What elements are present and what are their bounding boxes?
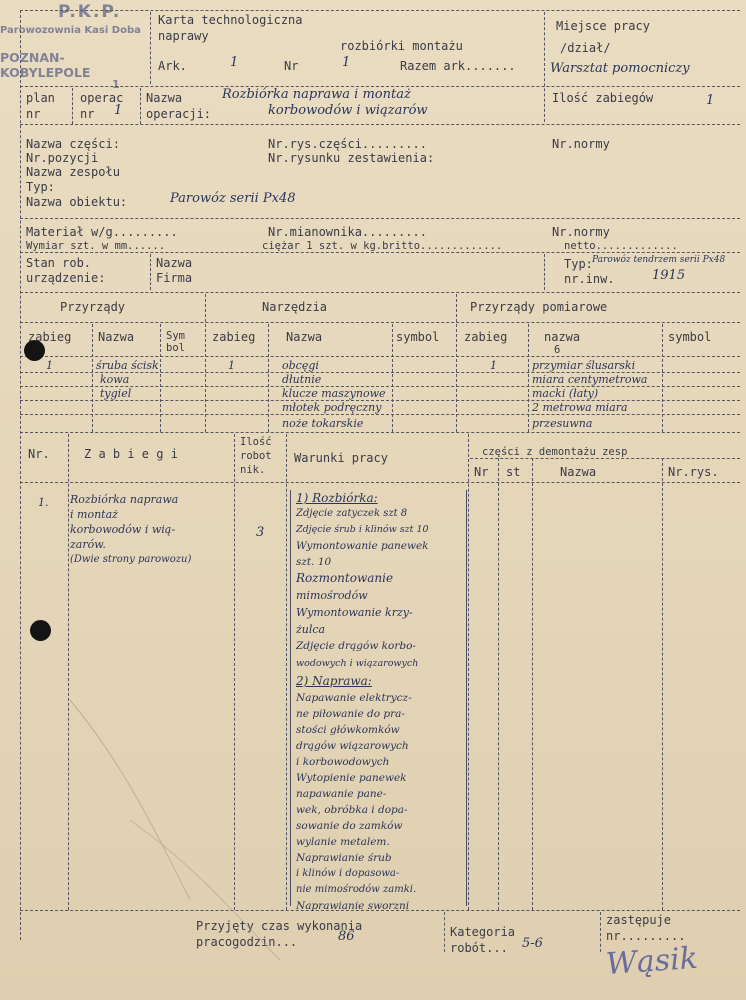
rule-plan-sep1 (72, 88, 73, 124)
rule-tools-group2 (456, 294, 457, 432)
n-item-4: noże tokarskie (282, 417, 364, 430)
nr-inw-value: 1915 (652, 268, 686, 283)
nazwa-obiektu-label: Nazwa obiektu: (26, 195, 128, 209)
plan-label: plan (26, 91, 55, 105)
firma-label: Firma (156, 271, 193, 285)
operac-nr: 1 (114, 103, 123, 118)
condition-line: Zdjęcie śrub i klinów szt 10 (296, 524, 429, 535)
p-bol-head: bol (166, 342, 185, 354)
col-nazwa-head: Nazwa (560, 465, 597, 479)
rule-header-sep2 (544, 12, 545, 122)
razem-label: Razem ark....... (400, 59, 516, 73)
condition-line: żulca (296, 623, 326, 636)
nazwa-zespolu-label: Nazwa zespołu (26, 165, 120, 179)
row-nr: 1. (38, 496, 49, 509)
pracogodzin-value: 86 (338, 929, 355, 944)
condition-line: Zdjęcie drągów korbo- (296, 640, 416, 652)
nr-mianownika-label: Nr.mianownika......... (268, 225, 427, 239)
condition-line: drągów wiązarowych (296, 740, 409, 752)
operacja-line1: Rozbiórka naprawa i montaż (222, 87, 411, 102)
operac-nr-label: nr (80, 107, 95, 121)
ark-label: Ark. (158, 59, 187, 73)
row-description-line: i montaż (70, 508, 118, 521)
p-zabieg-value: 1 (46, 359, 53, 372)
stamp-line-city: POZNAN-KOBYLEPOLE (0, 50, 91, 80)
pomiarowe-header: Przyrządy pomiarowe (470, 300, 608, 314)
typ-label: Typ: (26, 180, 55, 194)
nazwa-operacji-label: Nazwa (146, 91, 183, 105)
nr-normy-label: Nr.normy (552, 137, 610, 151)
condition-line: 2) Naprawa: (296, 674, 372, 688)
kategoria-label: Kategoria (450, 925, 516, 939)
ciezar-label: ciężar 1 szt. w kg.britto............. (262, 240, 503, 252)
rule-top (20, 10, 740, 11)
condition-line: wylanie metalem. (296, 836, 390, 848)
signature: Wąsik (604, 940, 699, 983)
wymiar-label: Wymiar szt. w mm...... (26, 240, 166, 252)
condition-line: wodowych i wiązarowych (296, 658, 419, 669)
rule-table-c7 (662, 458, 663, 910)
col-czesci-head: części z demontażu zesp (482, 446, 628, 458)
nr-inw-label: nr.inw. (564, 272, 615, 286)
rule-plan-bottom (20, 124, 740, 125)
p-item-0: śruba ścisk (96, 359, 159, 372)
przyrzady-header: Przyrządy (60, 300, 126, 314)
dzial-label: /dział/ (560, 41, 611, 55)
condition-line: wek, obróbka i dopa- (296, 804, 408, 816)
col-ilosc-head: Ilość (240, 436, 272, 448)
card-title: Karta technologiczna (158, 13, 303, 27)
rule-table-head (20, 482, 740, 483)
rule-stan-sep1 (150, 254, 151, 290)
rule-header-sep1 (150, 12, 151, 84)
condition-line: Naprawianie sworzni (296, 900, 410, 912)
m-symbol-head: symbol (668, 330, 712, 344)
condition-line: sowanie do zamków (296, 820, 403, 832)
condition-line: Rozmontowanie (296, 571, 394, 585)
condition-line: Naprawianie śrub (296, 852, 392, 864)
sheet-number: 1 (230, 55, 239, 70)
zastepuje-label: zastępuje (606, 913, 672, 927)
naprawy-label: naprawy (158, 29, 209, 43)
rule-tools-bottom (20, 432, 740, 433)
rule-table-c3 (286, 434, 287, 910)
row-description-line: (Dwie strony parowozu) (70, 554, 192, 565)
m-nazwa-head: nazwa (544, 330, 581, 344)
col-st-head: st (506, 465, 521, 479)
nr-rys-czesci-label: Nr.rys.części......... (268, 137, 427, 151)
condition-line: Wymontowanie panewek (296, 540, 429, 552)
zabiegi-label: Ilość zabiegów (552, 91, 654, 105)
condition-line: Wytopienie panewek (296, 772, 407, 784)
condition-line: napawanie pane- (296, 788, 387, 800)
typ2-label: Typ: (564, 257, 593, 271)
punch-hole-bottom (30, 620, 51, 641)
miejsce-value: Warsztat pomocniczy (550, 61, 690, 76)
p-zabieg-head: zabieg (28, 330, 72, 344)
rule-table-c5 (498, 458, 499, 910)
rule-tools-c4 (392, 324, 393, 432)
col-nik-head: nik. (240, 464, 266, 476)
m-num-head: 6 (554, 344, 561, 356)
col-robot-head: robot (240, 450, 272, 462)
nr-value: 1 (342, 55, 351, 70)
n-symbol-head: symbol (396, 330, 440, 344)
kategoria-value: 5-6 (522, 936, 543, 951)
condition-line: i klinów i dopasowa- (296, 868, 400, 879)
pracogodzin-label: pracogodzin... (196, 935, 298, 949)
plan-nr-label: nr (26, 107, 41, 121)
condition-line: ne piłowanie do pra- (296, 708, 405, 720)
przyjety-label: Przyjęty czas wykonania (196, 919, 363, 933)
row-description-line: Rozbiórka naprawa (70, 493, 179, 506)
col-warunki-head: Warunki pracy (294, 451, 388, 465)
nr-label: Nr (284, 59, 299, 73)
p-sym-head: Sym (166, 330, 185, 342)
rule-tools-head (20, 322, 740, 323)
p-item-2: tygiel (100, 387, 132, 400)
condition-line: nie mimośrodów zamki. (296, 884, 417, 895)
n-item-3: młotek podręczny (282, 401, 382, 414)
railway-stamp (0, 0, 150, 95)
material-label: Materiał w/g......... (26, 225, 178, 239)
condition-line: mimośrodów (296, 589, 368, 602)
robot-label: robót... (450, 941, 508, 955)
narzedzia-header: Narzędzia (262, 300, 328, 314)
m-item-1: miara centymetrowa (532, 373, 648, 386)
col-nrrys-head: Nr.rys. (668, 465, 719, 479)
m-zabieg-head: zabieg (464, 330, 508, 344)
rule-plan-sep2 (140, 88, 141, 124)
col-nr2-head: Nr (474, 465, 489, 479)
stan-nazwa-label: Nazwa (156, 256, 193, 270)
operac-label: operac (80, 91, 124, 105)
typ2-value: Parowóz tendrzem serii Px48 (592, 255, 726, 265)
material-nr-normy-label: Nr.normy (552, 225, 610, 239)
rule-tools-c5 (528, 324, 529, 432)
condition-line: szt. 10 (296, 556, 332, 568)
rule-left-edge (20, 10, 21, 940)
n-zabieg-value: 1 (228, 359, 235, 372)
rule-tools-r4 (20, 414, 740, 415)
condition-line: 1) Rozbiórka: (296, 491, 378, 505)
m-zabieg-value: 1 (490, 359, 497, 372)
rule-czesc-bottom (20, 218, 740, 219)
nr-pozycji-label: Nr.pozycji (26, 151, 99, 165)
n-item-1: dłutnie (282, 373, 322, 386)
rule-tools-c1 (92, 324, 93, 432)
condition-line: Zdjęcie zatyczek szt 8 (296, 508, 408, 519)
rule-tools-sub (20, 356, 740, 357)
operacja-line2: korbowodów i wiązarów (268, 103, 428, 118)
rule-table-c1 (68, 434, 69, 910)
stan-rob-label: Stan rob. (26, 256, 92, 270)
rule-tools-c3 (268, 324, 269, 432)
p-item-1: kowa (100, 373, 130, 386)
rule-table-c6 (532, 458, 533, 910)
n-zabieg-head: zabieg (212, 330, 256, 344)
operacji-label: operacji: (146, 107, 212, 121)
urzadzenie-label: urządzenie: (26, 271, 106, 285)
netto-label: netto............. (564, 240, 678, 252)
obiekt-value: Parowóz serii Px48 (170, 191, 296, 206)
p-nazwa-head: Nazwa (98, 330, 135, 344)
n-item-2: klucze maszynowe (282, 387, 386, 400)
condition-line: Napawanie elektrycz- (296, 692, 412, 704)
row-description (70, 492, 235, 567)
zastepuje-nr-label: nr......... (606, 929, 686, 943)
row-conditions (296, 490, 468, 914)
nazwa-czesci-label: Nazwa części: (26, 137, 120, 151)
rozbiorki-montazu-label: rozbiórki montażu (340, 39, 463, 53)
m-item-4: przesuwna (532, 417, 593, 430)
rule-stan-sep2 (544, 254, 545, 290)
condition-line: stości główkomków (296, 724, 400, 736)
row-ilosc: 3 (256, 525, 265, 540)
miejsce-label: Miejsce pracy (556, 19, 650, 33)
stamp-line-depot: Parowozownia Kasi Doba (0, 25, 141, 36)
m-item-0: przymiar ślusarski (532, 359, 636, 372)
condition-line: Wymontowanie krzy- (296, 606, 413, 619)
rule-footer-sep2 (600, 912, 601, 952)
condition-line: i korbowodowych (296, 756, 390, 768)
rule-table-c4 (468, 434, 469, 910)
zabiegi-count: 1 (706, 93, 715, 108)
stamp-line-pkp: P.K.P. (58, 2, 122, 22)
hand-border-left (290, 490, 291, 906)
rule-tools-c6 (662, 324, 663, 432)
m-item-2: macki (łaty) (532, 387, 599, 400)
rule-tools-group1 (205, 294, 206, 432)
row-description-line: korbowodów i wią- (70, 523, 176, 536)
m-item-3: 2 metrowa miara (532, 401, 628, 414)
row-description-line: zarów. (70, 538, 106, 551)
n-nazwa-head: Nazwa (286, 330, 323, 344)
rule-material-bottom (20, 292, 740, 293)
rule-footer-sep1 (444, 912, 445, 952)
rule-tools-c2 (160, 324, 161, 432)
nr-rys-zestawienia-label: Nr.rysunku zestawienia: (268, 151, 435, 165)
n-item-0: obcęgi (282, 359, 319, 372)
col-nr-head: Nr. (28, 447, 50, 461)
col-zabiegi-head: Z a b i e g i (84, 447, 178, 461)
stamp-code: 1 (112, 78, 120, 91)
